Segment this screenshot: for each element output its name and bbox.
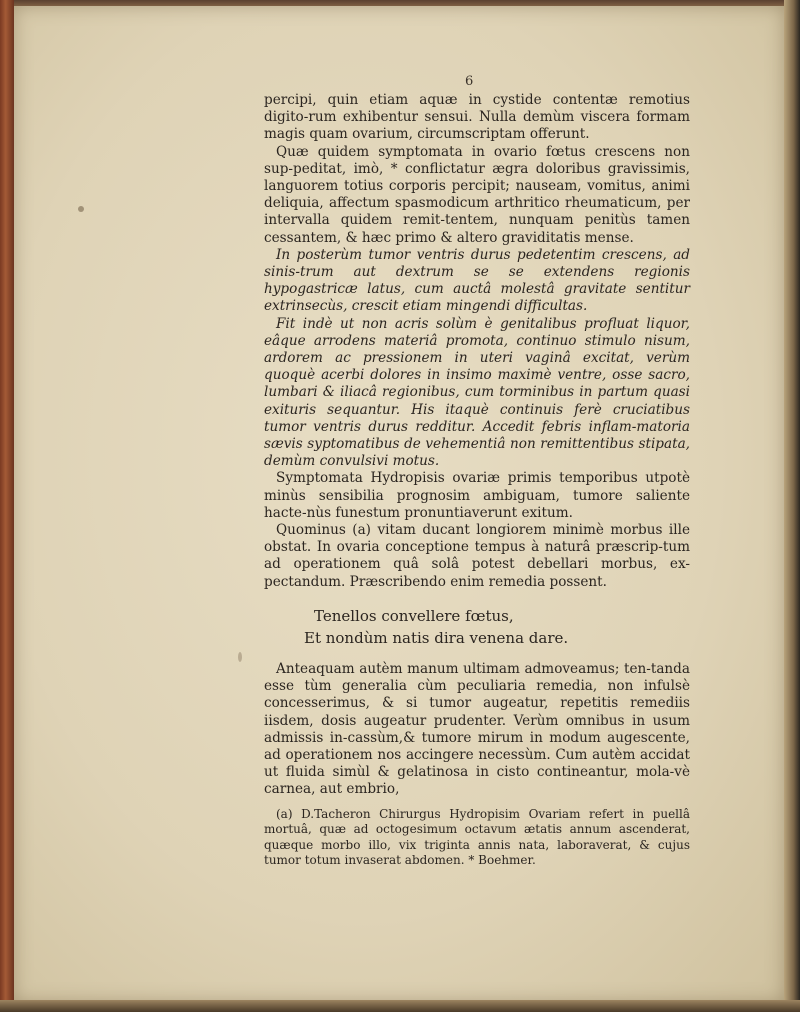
page-edge-bottom — [0, 1000, 800, 1012]
ink-spot — [78, 206, 84, 212]
verse-quote — [264, 605, 690, 649]
footnote — [264, 807, 690, 869]
ink-spot — [238, 652, 242, 662]
paragraph-6: Quominus (a) vitam ducant longiorem minimè morbus ille obstat. In ovaria conceptione tempus à naturâ præscrip-tum ad operationem quâ solâ potest debellari morbus, ex-pectandum. Præscribendo enim remedia possent. — [264, 522, 690, 590]
page-edge-right — [784, 0, 800, 1012]
page-number: 6 — [465, 74, 474, 89]
footnote-text: (a) D.Tacheron Chirurgus Hydropisim Ovariam refert in puellâ mortuâ, quæ ad octogesimum octavum ætatis annum ascenderat, quæque morbo illo, vix triginta annis nata, laboraverat, & cujus tumor totum invaserat abdomen. * Boehmer. — [264, 806, 690, 868]
verse-line-2: Et nondùm natis dira venena dare. — [304, 628, 569, 647]
binding-left — [0, 0, 14, 1012]
body-text — [264, 92, 690, 869]
paragraph-2: Quæ quidem symptomata in ovario fœtus crescens non sup-peditat, imò, * conflictatur ægra doloribus gravissimis, languorem totius corporis percipit; nauseam, vomitus, animi deliquia, affectum spasmodicum arthritico rheumaticum, per intervalla quidem remit-tentem, nunquam penitùs tamen cessantem, & hæc primo & altero graviditatis mense. — [264, 143, 690, 246]
paragraph-3: In posterùm tumor ventris durus pedetentim crescens, ad sinis-trum aut dextrum se se extendens regionis hypogastricæ latus, cum auctâ molestâ gravitate sentitur extrinsecùs, crescit etiam mingendi difficultas. — [264, 246, 690, 315]
paragraph-4: Fit indè ut non acris solùm è genitalibus profluat liquor, eâque arrodens materiâ promota, continuo stimulo nisum, ardorem ac pressionem in uteri vaginâ excitat, verùm quoquè acerbi dolores in insimo maximè ventre, osse sacro, lumbari & iliacâ regionibus, cum torminibus in partum quasi exituris sequantur. His itaquè continuis ferè cruciatibus tumor ventris durus redditur. Accedit febris inflam-matoria sævis syptomatibus de vehementiâ non remittentibus stipata, demùm convulsivi motus. — [264, 315, 690, 470]
paragraph-7: Anteaquam autèm manum ultimam admoveamus; ten-tanda esse tùm generalia cùm peculiaria remedia, non infulsè concesserimus, & si tumor augeatur, repetitis remediis iisdem, dosis augeatur prudenter. Verùm omnibus in usum admissis in-cassùm,& tumore mirum in modum augescente, ad operationem nos accingere necessùm. Cum autèm accidat ut fluida simùl & gelatinosa in cisto contineantur, mola-vè carnea, aut embrio, — [264, 660, 690, 798]
paragraph-5: Symptomata Hydropisis ovariæ primis temporibus utpotè minùs sensibilia prognosim ambiguam, tumore saliente hacte-nùs funestum pronuntiaverunt exitum. — [264, 470, 690, 521]
paragraph-1: percipi, quin etiam aquæ in cystide contentæ remotius digito-rum exhibentur sensui. Nulla demùm viscera formam magis quam ovarium, circumscriptam offerunt. — [264, 92, 690, 143]
verse-line-1: Tenellos convellere fœtus, — [314, 606, 514, 625]
